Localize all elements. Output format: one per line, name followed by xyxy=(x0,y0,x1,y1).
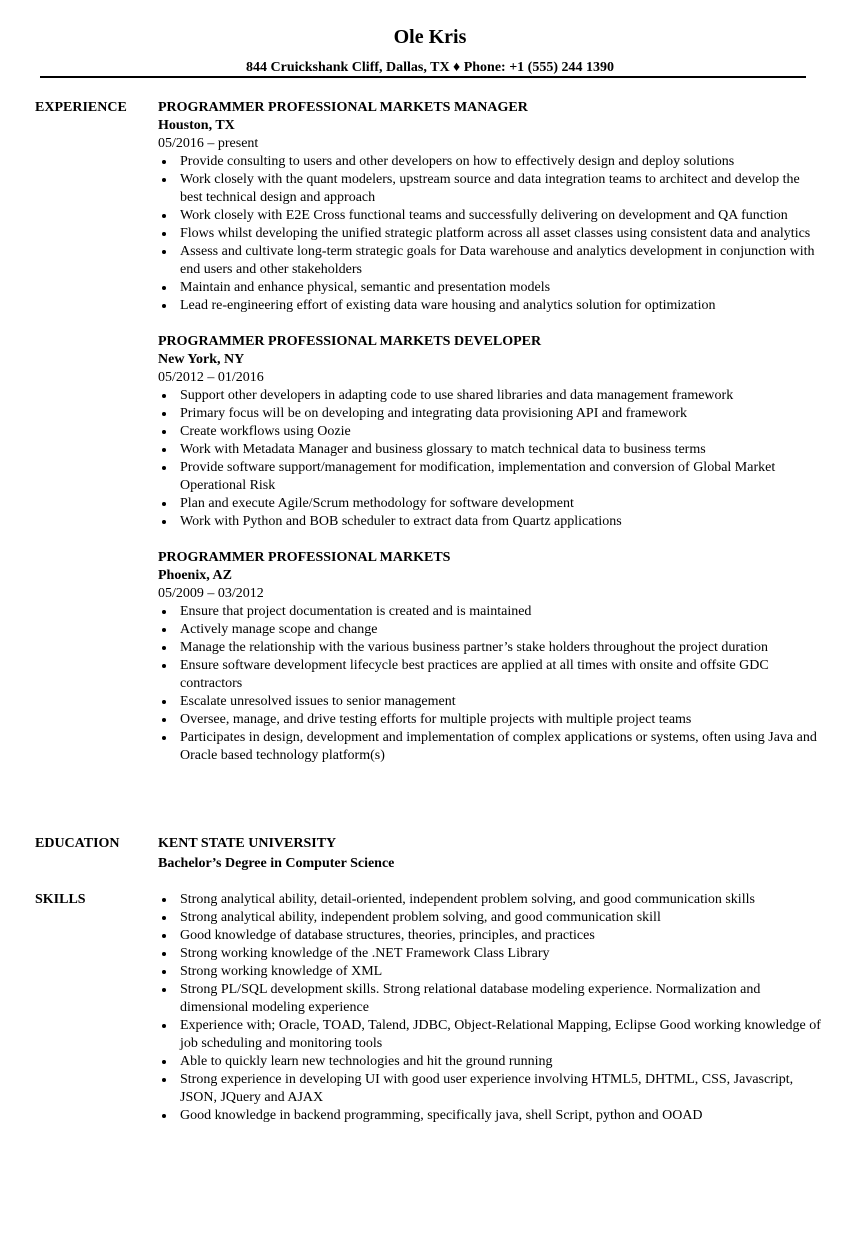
bullet-item: Primary focus will be on developing and integrating data provisioning API and framework xyxy=(158,405,825,423)
bullet-item: Plan and execute Agile/Scrum methodology for software development xyxy=(158,495,825,513)
experience-body xyxy=(158,99,825,765)
skill-item: Strong working knowledge of XML xyxy=(158,963,825,981)
resume-header xyxy=(0,25,860,77)
job-entry xyxy=(158,333,825,531)
skill-item: Strong experience in developing UI with good user experience involving HTML5, DHTML, CSS, Javascript, JSON, JQuery and AJAX xyxy=(158,1071,825,1107)
job-location: Phoenix, AZ xyxy=(158,568,232,583)
bullet-item: Oversee, manage, and drive testing efforts for multiple projects with multiple project teams xyxy=(158,711,825,729)
bullet-item: Maintain and enhance physical, semantic and presentation models xyxy=(158,279,825,297)
section-label-experience: EXPERIENCE xyxy=(35,100,127,115)
skill-item: Strong analytical ability, detail-oriented, independent problem solving, and good communication skills xyxy=(158,891,825,909)
job-dates: 05/2012 – 01/2016 xyxy=(158,370,264,385)
contact-line: 844 Cruickshank Cliff, Dallas, TX ♦ Phone: +1 (555) 244 1390 xyxy=(246,60,614,75)
section-label-education: EDUCATION xyxy=(35,836,120,851)
job-title: PROGRAMMER PROFESSIONAL MARKETS MANAGER xyxy=(158,100,528,115)
experience-section xyxy=(35,99,825,783)
bullet-item: Escalate unresolved issues to senior management xyxy=(158,693,825,711)
skills-list xyxy=(158,891,825,1125)
job-entry xyxy=(158,549,825,765)
bullet-item: Ensure that project documentation is created and is maintained xyxy=(158,603,825,621)
skills-section xyxy=(35,891,825,1125)
job-dates: 05/2016 – present xyxy=(158,136,259,151)
skill-item: Strong working knowledge of the .NET Framework Class Library xyxy=(158,945,825,963)
job-entry xyxy=(158,99,825,315)
education-section xyxy=(35,835,825,873)
bullet-item: Support other developers in adapting code to use shared libraries and data management framework xyxy=(158,387,825,405)
bullet-item: Lead re-engineering effort of existing data ware housing and analytics solution for optimization xyxy=(158,297,825,315)
school-name: KENT STATE UNIVERSITY xyxy=(158,836,337,851)
bullet-item: Ensure software development lifecycle best practices are applied at all times with onsite and offsite GDC contractors xyxy=(158,657,825,693)
job-dates: 05/2009 – 03/2012 xyxy=(158,586,264,601)
bullet-item: Provide consulting to users and other developers on how to effectively design and deploy solutions xyxy=(158,153,825,171)
candidate-name: Ole Kris xyxy=(393,26,467,48)
bullet-item: Actively manage scope and change xyxy=(158,621,825,639)
bullet-item: Work with Python and BOB scheduler to extract data from Quartz applications xyxy=(158,513,825,531)
skill-item: Strong PL/SQL development skills. Strong relational database modeling experience. Normalization and dimensional modeling experience xyxy=(158,981,825,1017)
skill-item: Good knowledge in backend programming, specifically java, shell Script, python and OOAD xyxy=(158,1107,825,1125)
bullet-item: Assess and cultivate long-term strategic goals for Data warehouse and analytics development in conjunction with end users and other stakeholders xyxy=(158,243,825,279)
skill-item: Experience with; Oracle, TOAD, Talend, JDBC, Object-Relational Mapping, Eclipse Good working knowledge of job scheduling and monitoring tools xyxy=(158,1017,825,1053)
skills-body xyxy=(158,891,825,1125)
bullet-item: Work closely with the quant modelers, upstream source and data integration teams to architect and develop the best technical design and approach xyxy=(158,171,825,207)
job-title: PROGRAMMER PROFESSIONAL MARKETS xyxy=(158,550,451,565)
skill-item: Able to quickly learn new technologies and hit the ground running xyxy=(158,1053,825,1071)
skill-item: Good knowledge of database structures, theories, principles, and practices xyxy=(158,927,825,945)
bullet-item: Work with Metadata Manager and business glossary to match technical data to business terms xyxy=(158,441,825,459)
job-title: PROGRAMMER PROFESSIONAL MARKETS DEVELOPER xyxy=(158,334,542,349)
header-divider xyxy=(40,76,806,78)
bullet-item: Provide software support/management for modification, implementation and conversion of Global Market Operational Risk xyxy=(158,459,825,495)
bullet-item: Flows whilst developing the unified strategic platform across all asset classes using consistent data and analytics xyxy=(158,225,825,243)
education-body xyxy=(158,835,825,873)
skill-item: Strong analytical ability, independent problem solving, and good communication skill xyxy=(158,909,825,927)
bullet-item: Work closely with E2E Cross functional teams and successfully delivering on development and QA function xyxy=(158,207,825,225)
job-bullets xyxy=(158,387,825,531)
job-location: New York, NY xyxy=(158,352,245,367)
degree-name: Bachelor’s Degree in Computer Science xyxy=(158,856,395,871)
bullet-item: Manage the relationship with the various business partner’s stake holders throughout the project duration xyxy=(158,639,825,657)
job-bullets xyxy=(158,153,825,315)
section-label-skills: SKILLS xyxy=(35,892,86,907)
job-bullets xyxy=(158,603,825,765)
job-location: Houston, TX xyxy=(158,118,235,133)
bullet-item: Participates in design, development and implementation of complex applications or systems, often using Java and Oracle based technology platform(s) xyxy=(158,729,825,765)
bullet-item: Create workflows using Oozie xyxy=(158,423,825,441)
